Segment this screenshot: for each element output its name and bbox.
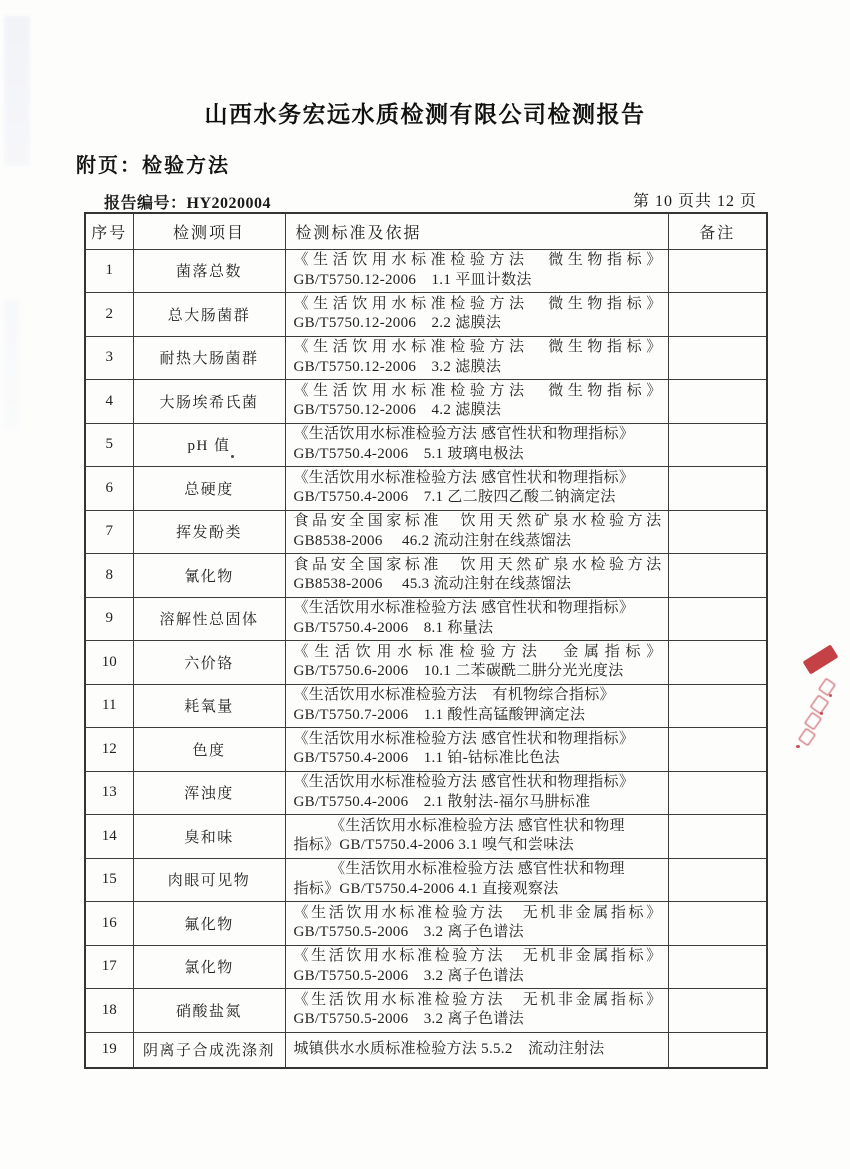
cell-remark	[668, 771, 767, 815]
table-row	[85, 293, 767, 337]
cell-item: 总硬度	[133, 467, 285, 511]
method-line: 城镇供水水质标准检验方法 5.5.2 流动注射法	[293, 1041, 605, 1057]
method-line: 《生活饮用水标准检验方法 无机非金属指标》	[293, 991, 662, 1008]
cell-remark	[668, 249, 767, 293]
cell-method	[285, 815, 668, 859]
cell-remark	[668, 641, 767, 685]
red-seal-glyph	[818, 678, 836, 696]
red-seal-dot	[796, 745, 800, 748]
method-line: 《生活饮用水标准检验方法 无机非金属指标》	[293, 904, 662, 921]
cell-no: 3	[85, 336, 133, 380]
method-line: 《生活饮用水标准检验方法 微生物指标》	[293, 295, 662, 312]
cell-remark	[668, 510, 767, 554]
cell-method	[285, 945, 668, 989]
table-row	[85, 597, 767, 641]
cell-item: 臭和味	[133, 815, 285, 859]
method-line: GB/T5750.5-2006 3.2 离子色谱法	[293, 924, 524, 941]
method-line: 指标》GB/T5750.4-2006 4.1 直接观察法	[293, 880, 559, 897]
cell-no: 7	[85, 510, 133, 554]
method-line: GB/T5750.5-2006 3.2 离子色谱法	[293, 967, 524, 984]
page-title: 山西水务宏远水质检测有限公司检测报告	[204, 101, 646, 127]
red-seal-fragment	[803, 644, 839, 674]
table-row	[85, 902, 767, 946]
cell-remark	[668, 554, 767, 598]
appendix-heading: 附页：检验方法	[76, 155, 230, 177]
col-header-no: 序号	[85, 213, 133, 249]
method-line: GB/T5750.6-2006 10.1 二苯碳酰二肼分光光度法	[293, 663, 624, 680]
col-header-standard: 检测标准及依据	[285, 213, 668, 249]
method-line: 《生活饮用水标准检验方法 感官性状和物理指标》	[293, 600, 635, 617]
method-line: 《生活饮用水标准检验方法 微生物指标》	[293, 382, 662, 399]
cell-remark	[668, 380, 767, 424]
method-line: 《生活饮用水标准检验方法 有机物综合指标》	[293, 687, 615, 704]
cell-no: 14	[85, 815, 133, 859]
table-row	[85, 945, 767, 989]
cell-remark	[668, 945, 767, 989]
method-line: 《生活饮用水标准检验方法 感官性状和物理	[330, 861, 625, 878]
method-line: GB/T5750.4-2006 5.1 玻璃电极法	[293, 445, 524, 462]
cell-no: 4	[85, 380, 133, 424]
table-row	[85, 771, 767, 815]
scan-smudge	[4, 300, 19, 430]
cell-no: 12	[85, 728, 133, 772]
method-line: GB/T5750.12-2006 3.2 滤膜法	[293, 358, 502, 375]
cell-no: 10	[85, 641, 133, 685]
method-line: 指标》GB/T5750.4-2006 3.1 嗅气和尝味法	[293, 837, 574, 854]
report-number: 报告编号：HY2020004	[104, 195, 272, 212]
table-row	[85, 728, 767, 772]
cell-method	[285, 293, 668, 337]
cell-no: 8	[85, 554, 133, 598]
method-line: GB/T5750.4-2006 7.1 乙二胺四乙酸二钠滴定法	[293, 489, 616, 506]
cell-no: 18	[85, 989, 133, 1033]
cell-method	[285, 336, 668, 380]
red-seal-dot	[829, 694, 832, 697]
col-header-remark: 备注	[668, 213, 767, 249]
cell-item: 色度	[133, 728, 285, 772]
cell-method	[285, 510, 668, 554]
cell-item: 溶解性总固体	[133, 597, 285, 641]
method-line: 《生活饮用水标准检验方法 感官性状和物理指标》	[293, 774, 635, 791]
cell-remark	[668, 858, 767, 902]
method-line: GB/T5750.12-2006 2.2 滤膜法	[293, 315, 502, 332]
cell-method	[285, 380, 668, 424]
page-indicator: 第 10 页共 12 页	[633, 193, 758, 210]
methods-table	[84, 212, 768, 1069]
scan-smudge	[4, 16, 30, 166]
cell-method	[285, 641, 668, 685]
cell-remark	[668, 293, 767, 337]
cell-method	[285, 684, 668, 728]
table-row	[85, 989, 767, 1033]
method-line: 《生活饮用水标准检验方法 无机非金属指标》	[293, 948, 662, 965]
cell-no: 9	[85, 597, 133, 641]
cell-method	[285, 249, 668, 293]
cell-no: 17	[85, 945, 133, 989]
cell-remark	[668, 684, 767, 728]
method-line: GB8538-2006 46.2 流动注射在线蒸馏法	[293, 532, 572, 549]
method-line: 《生活饮用水标准检验方法 金属指标》	[293, 643, 662, 660]
method-line: GB/T5750.4-2006 2.1 散射法-福尔马肼标准	[293, 793, 591, 810]
cell-remark	[668, 336, 767, 380]
cell-method	[285, 423, 668, 467]
method-line: 《生活饮用水标准检验方法 感官性状和物理指标》	[293, 469, 635, 486]
cell-item: 氯化物	[133, 945, 285, 989]
method-line: GB/T5750.7-2006 1.1 酸性高锰酸钾滴定法	[293, 706, 586, 723]
cell-remark	[668, 989, 767, 1033]
red-seal-dot	[820, 712, 823, 715]
cell-remark	[668, 423, 767, 467]
cell-method	[285, 771, 668, 815]
table-row	[85, 684, 767, 728]
cell-no: 6	[85, 467, 133, 511]
cell-item: pH 值	[133, 423, 285, 467]
cell-no: 1	[85, 249, 133, 293]
cell-remark	[668, 1032, 767, 1068]
cell-item: 硝酸盐氮	[133, 989, 285, 1033]
cell-item: 菌落总数	[133, 249, 285, 293]
cell-no: 15	[85, 858, 133, 902]
cell-item: 氰化物	[133, 554, 285, 598]
table-row	[85, 467, 767, 511]
cell-item: 挥发酚类	[133, 510, 285, 554]
cell-no: 16	[85, 902, 133, 946]
method-line: 食品安全国家标准 饮用天然矿泉水检验方法	[293, 556, 662, 573]
method-line: GB/T5750.4-2006 8.1 称量法	[293, 619, 494, 636]
method-line: 《生活饮用水标准检验方法 微生物指标》	[293, 339, 662, 356]
table-row	[85, 554, 767, 598]
cell-remark	[668, 728, 767, 772]
cell-item: 大肠埃希氏菌	[133, 380, 285, 424]
cell-remark	[668, 467, 767, 511]
cell-method	[285, 597, 668, 641]
cell-method	[285, 902, 668, 946]
red-seal-glyph	[798, 728, 816, 746]
table-row	[85, 510, 767, 554]
cell-remark	[668, 597, 767, 641]
method-line: 食品安全国家标准 饮用天然矿泉水检验方法	[293, 513, 662, 530]
table-row	[85, 858, 767, 902]
cell-method	[285, 467, 668, 511]
cell-no: 11	[85, 684, 133, 728]
cell-remark	[668, 815, 767, 859]
table-row	[85, 641, 767, 685]
table-header-row	[85, 213, 767, 249]
table-row	[85, 336, 767, 380]
table-row	[85, 249, 767, 293]
cell-method	[285, 728, 668, 772]
method-line: GB/T5750.5-2006 3.2 离子色谱法	[293, 1011, 524, 1028]
cell-item: 耐热大肠菌群	[133, 336, 285, 380]
cell-method	[285, 989, 668, 1033]
cell-item: 浑浊度	[133, 771, 285, 815]
table-row	[85, 423, 767, 467]
cell-no: 5	[85, 423, 133, 467]
cell-item: 耗氧量	[133, 684, 285, 728]
method-line: GB/T5750.12-2006 1.1 平皿计数法	[293, 271, 532, 288]
cell-item: 肉眼可见物	[133, 858, 285, 902]
method-line: 《生活饮用水标准检验方法 感官性状和物理指标》	[293, 426, 635, 443]
method-line: GB/T5750.4-2006 1.1 铂-钴标准比色法	[293, 750, 560, 767]
cell-method	[285, 554, 668, 598]
table-row	[85, 815, 767, 859]
cell-item: 阴离子合成洗涤剂	[133, 1032, 285, 1068]
red-seal-glyph	[804, 712, 822, 730]
cell-method	[285, 858, 668, 902]
method-line: GB/T5750.12-2006 4.2 滤膜法	[293, 402, 502, 419]
method-line: 《生活饮用水标准检验方法 感官性状和物理指标》	[293, 730, 635, 747]
table-row	[85, 1032, 767, 1068]
method-line: GB8538-2006 45.3 流动注射在线蒸馏法	[293, 576, 572, 593]
col-header-item: 检测项目	[133, 213, 285, 249]
cell-no: 19	[85, 1032, 133, 1068]
red-seal-glyph	[810, 695, 829, 715]
cell-item: 六价铬	[133, 641, 285, 685]
cell-item: 总大肠菌群	[133, 293, 285, 337]
table-row	[85, 380, 767, 424]
cell-no: 13	[85, 771, 133, 815]
cell-remark	[668, 902, 767, 946]
cell-no: 2	[85, 293, 133, 337]
method-line: 《生活饮用水标准检验方法 感官性状和物理	[330, 817, 625, 834]
cell-item: 氟化物	[133, 902, 285, 946]
method-line: 《生活饮用水标准检验方法 微生物指标》	[293, 252, 662, 269]
cell-method	[285, 1032, 668, 1068]
methods-table-body	[85, 249, 767, 1068]
